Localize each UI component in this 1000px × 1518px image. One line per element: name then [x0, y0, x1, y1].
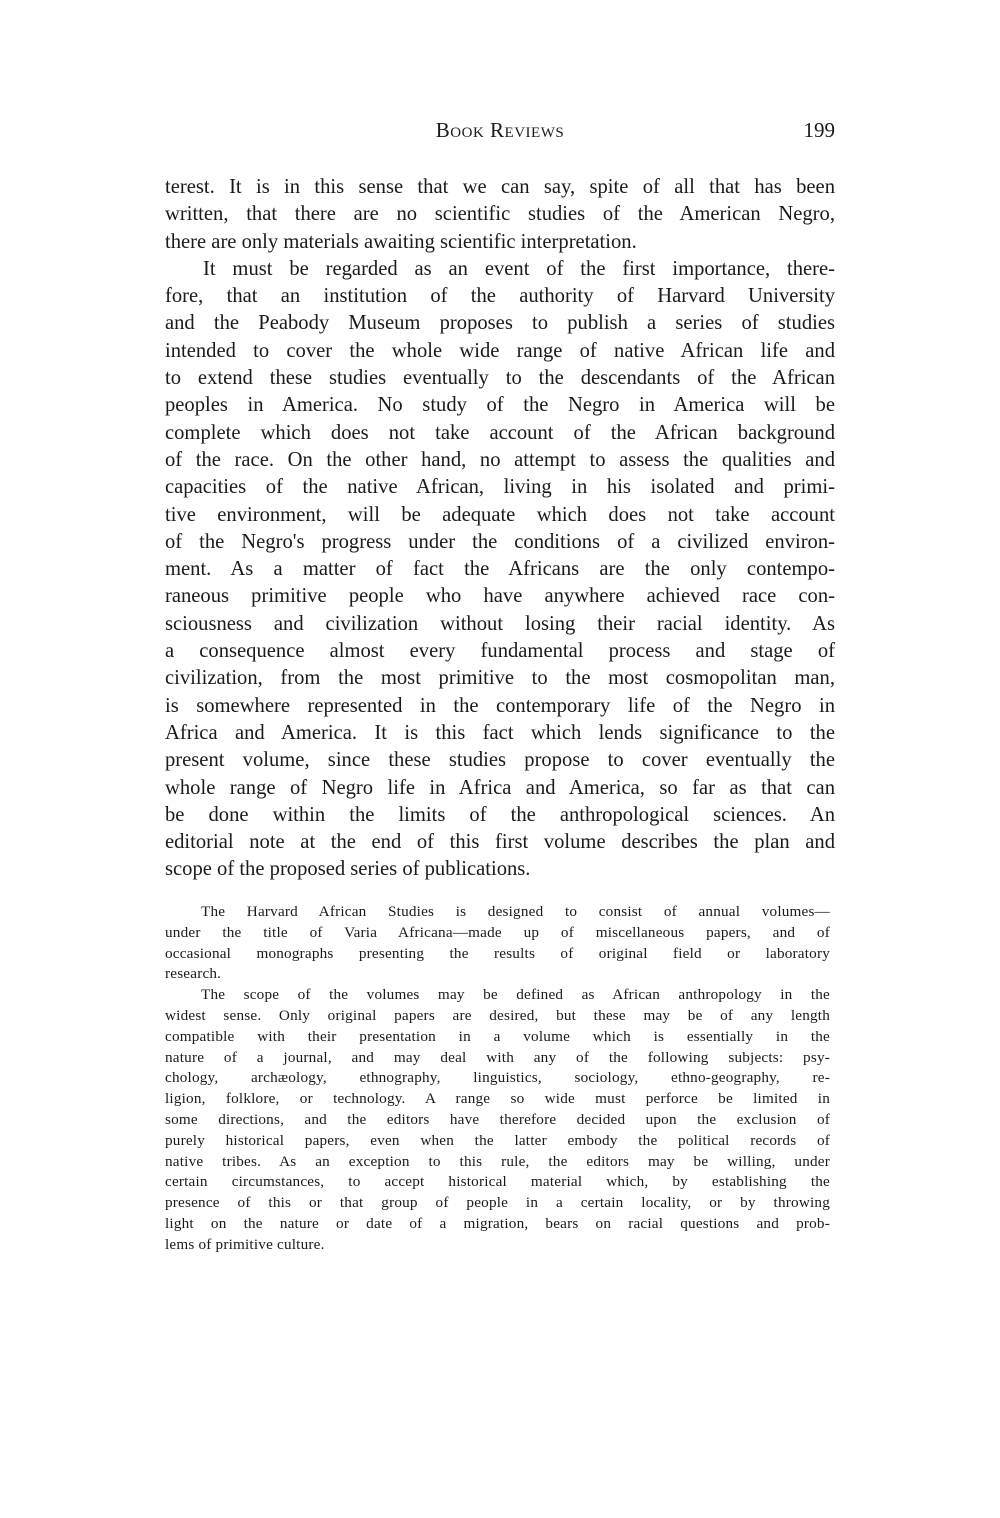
text-line: It must be regarded as an event of the first importance, there- [203, 257, 835, 280]
text-line: fore, that an institution of the authority of Harvard University [165, 285, 835, 308]
text-line: raneous primitive people who have anywhere achieved race con- [165, 585, 835, 608]
note-line: research. [165, 965, 222, 983]
text-line: complete which does not take account of the African background [165, 421, 835, 444]
quoted-editorial-note [165, 902, 830, 1256]
text-line: to extend these studies eventually to the descendants of the African [165, 367, 835, 390]
note-paragraph [165, 902, 830, 985]
paragraph [165, 256, 835, 884]
note-line: under the title of Varia Africana—made up of miscellaneous papers, and of [165, 923, 830, 941]
note-line: some directions, and the editors have therefore decided upon the exclusion of [165, 1110, 830, 1128]
paragraph [165, 174, 835, 256]
running-title: Book Reviews [435, 118, 565, 142]
text-line: scope of the proposed series of publications. [165, 858, 531, 881]
text-line: of the Negro's progress under the conditions of a civilized environ- [165, 530, 835, 553]
text-line: peoples in America. No study of the Negro in America will be [165, 394, 835, 417]
text-line: present volume, since these studies propose to cover eventually the [165, 749, 835, 772]
body-text [165, 174, 835, 884]
note-line: certain circumstances, to accept historical material which, by establishing the [165, 1173, 830, 1191]
note-paragraph [165, 985, 830, 1255]
text-line: sciousness and civilization without losing their racial identity. As [165, 612, 835, 635]
text-line: be done within the limits of the anthropological sciences. An [165, 803, 835, 826]
text-line: there are only materials awaiting scientific interpretation. [165, 230, 637, 253]
text-line: ment. As a matter of fact the Africans are the only contempo- [165, 558, 835, 581]
page-number: 199 [803, 118, 835, 142]
running-head [165, 118, 835, 148]
note-line: native tribes. As an exception to this rule, the editors may be willing, under [165, 1152, 830, 1170]
text-line: tive environment, will be adequate which does not take account [165, 503, 835, 526]
text-line: civilization, from the most primitive to the most cosmopolitan man, [165, 667, 835, 690]
text-line: whole range of Negro life in Africa and America, so far as that can [165, 776, 835, 799]
text-line: is somewhere represented in the contemporary life of the Negro in [165, 694, 835, 717]
text-line: of the race. On the other hand, no attempt to assess the qualities and [165, 448, 835, 471]
note-line: The scope of the volumes may be defined as African anthropology in the [201, 986, 830, 1004]
text-line: and the Peabody Museum proposes to publish a series of studies [165, 312, 835, 335]
note-line: widest sense. Only original papers are desired, but these may be of any length [165, 1006, 830, 1024]
text-line: capacities of the native African, living in his isolated and primi- [165, 476, 835, 499]
text-line: Africa and America. It is this fact which lends significance to the [165, 721, 835, 744]
note-line: occasional monographs presenting the results of original field or laboratory [165, 944, 830, 962]
text-line: intended to cover the whole wide range of native African life and [165, 339, 835, 362]
text-line: a consequence almost every fundamental process and stage of [165, 640, 835, 663]
text-line: written, that there are no scientific studies of the American Negro, [165, 203, 835, 226]
text-line: terest. It is in this sense that we can say, spite of all that has been [165, 176, 835, 198]
note-line: compatible with their presentation in a volume which is essentially in the [165, 1027, 830, 1045]
note-line: ligion, folklore, or technology. A range so wide must perforce be limited in [165, 1090, 830, 1108]
text-line: editorial note at the end of this first volume describes the plan and [165, 831, 835, 854]
note-line: purely historical papers, even when the latter embody the political records of [165, 1131, 830, 1149]
note-line: light on the nature or date of a migration, bears on racial questions and prob- [165, 1214, 830, 1232]
note-line: The Harvard African Studies is designed to consist of annual volumes— [201, 903, 830, 920]
note-line: presence of this or that group of people in a certain locality, or by throwing [165, 1194, 830, 1212]
note-line: chology, archæology, ethnography, linguistics, sociology, ethno-geography, re- [165, 1069, 830, 1087]
note-line: nature of a journal, and may deal with any of the following subjects: psy- [165, 1048, 830, 1066]
note-line: lems of primitive culture. [165, 1235, 325, 1253]
